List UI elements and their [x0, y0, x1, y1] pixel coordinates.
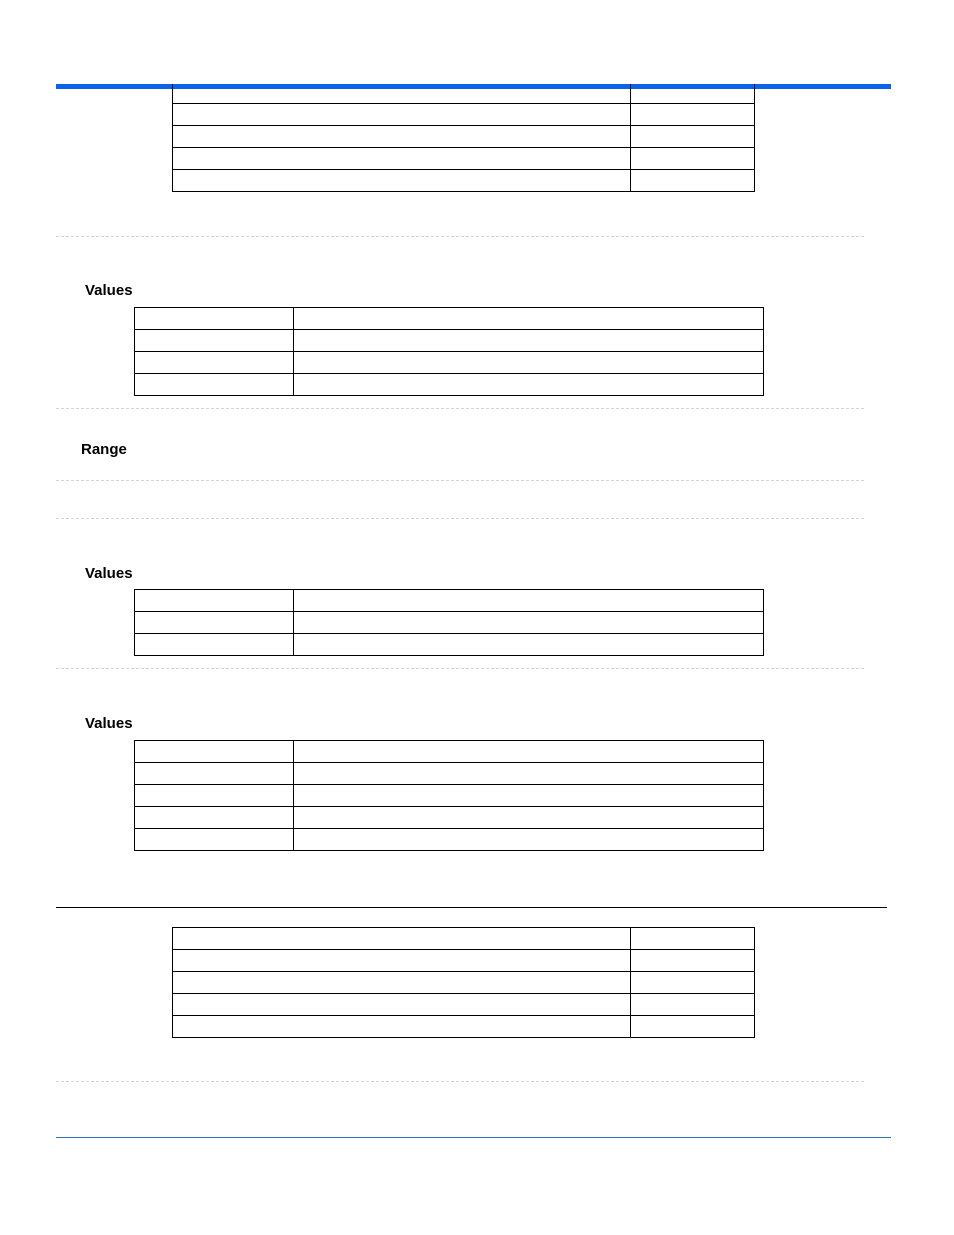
table-row — [135, 308, 764, 330]
table-cell — [173, 125, 631, 147]
values-heading: Values — [85, 565, 133, 582]
table-cell — [631, 972, 755, 994]
values-heading: Values — [85, 282, 133, 299]
table-cell — [294, 807, 764, 829]
values-table — [134, 307, 764, 396]
table-cell — [631, 950, 755, 972]
table-row — [173, 1016, 755, 1038]
table-row — [135, 741, 764, 763]
table-cell — [173, 103, 631, 125]
table-row — [173, 103, 755, 125]
table-row — [173, 125, 755, 147]
table-cell — [631, 147, 755, 169]
table-cell — [173, 84, 631, 103]
table-cell — [294, 308, 764, 330]
table-row — [135, 807, 764, 829]
table-cell — [173, 169, 631, 191]
table-row — [135, 374, 764, 396]
table-row — [173, 169, 755, 191]
table-cell — [135, 330, 294, 352]
table-cell — [173, 950, 631, 972]
table-cell — [173, 994, 631, 1016]
table-cell — [135, 763, 294, 785]
table-cell — [173, 147, 631, 169]
section-divider — [56, 518, 864, 519]
table-row — [135, 330, 764, 352]
table-cell — [631, 1016, 755, 1038]
table-cell — [294, 612, 764, 634]
table-cell — [135, 741, 294, 763]
table-row — [135, 352, 764, 374]
table-cell — [631, 928, 755, 950]
table-cell — [135, 634, 294, 656]
bottom-table — [172, 927, 755, 1038]
table-row — [173, 84, 755, 103]
table-cell — [294, 352, 764, 374]
table-cell — [294, 330, 764, 352]
table-cell — [294, 634, 764, 656]
table-cell — [135, 374, 294, 396]
table-row — [135, 829, 764, 851]
table-row — [135, 612, 764, 634]
section-divider — [56, 668, 864, 669]
table-row — [135, 763, 764, 785]
section-separator — [56, 907, 887, 908]
table-cell — [631, 169, 755, 191]
table-cell — [135, 807, 294, 829]
table-row — [173, 950, 755, 972]
values-table — [134, 589, 764, 656]
section-divider — [56, 480, 864, 481]
table-cell — [294, 829, 764, 851]
footer-rule — [56, 1137, 891, 1138]
table-row — [173, 972, 755, 994]
table-cell — [294, 374, 764, 396]
table-cell — [294, 590, 764, 612]
table-row — [135, 590, 764, 612]
table-cell — [631, 994, 755, 1016]
table-row — [135, 785, 764, 807]
table-row — [173, 147, 755, 169]
section-divider — [56, 236, 864, 237]
table-cell — [173, 972, 631, 994]
table-cell — [173, 1016, 631, 1038]
table-cell — [173, 928, 631, 950]
section-divider — [56, 1081, 864, 1082]
table-cell — [135, 785, 294, 807]
table-cell — [294, 785, 764, 807]
table-cell — [631, 84, 755, 103]
values-table — [134, 740, 764, 851]
table-cell — [135, 612, 294, 634]
table-cell — [631, 125, 755, 147]
table-cell — [294, 763, 764, 785]
table-cell — [135, 308, 294, 330]
table-row — [173, 928, 755, 950]
table-row — [173, 994, 755, 1016]
table-row — [135, 634, 764, 656]
section-divider — [56, 408, 864, 409]
values-heading: Values — [85, 715, 133, 732]
table-cell — [135, 352, 294, 374]
top-table — [172, 84, 755, 192]
table-cell — [631, 103, 755, 125]
table-cell — [135, 829, 294, 851]
range-heading: Range — [81, 441, 127, 458]
table-cell — [135, 590, 294, 612]
table-cell — [294, 741, 764, 763]
